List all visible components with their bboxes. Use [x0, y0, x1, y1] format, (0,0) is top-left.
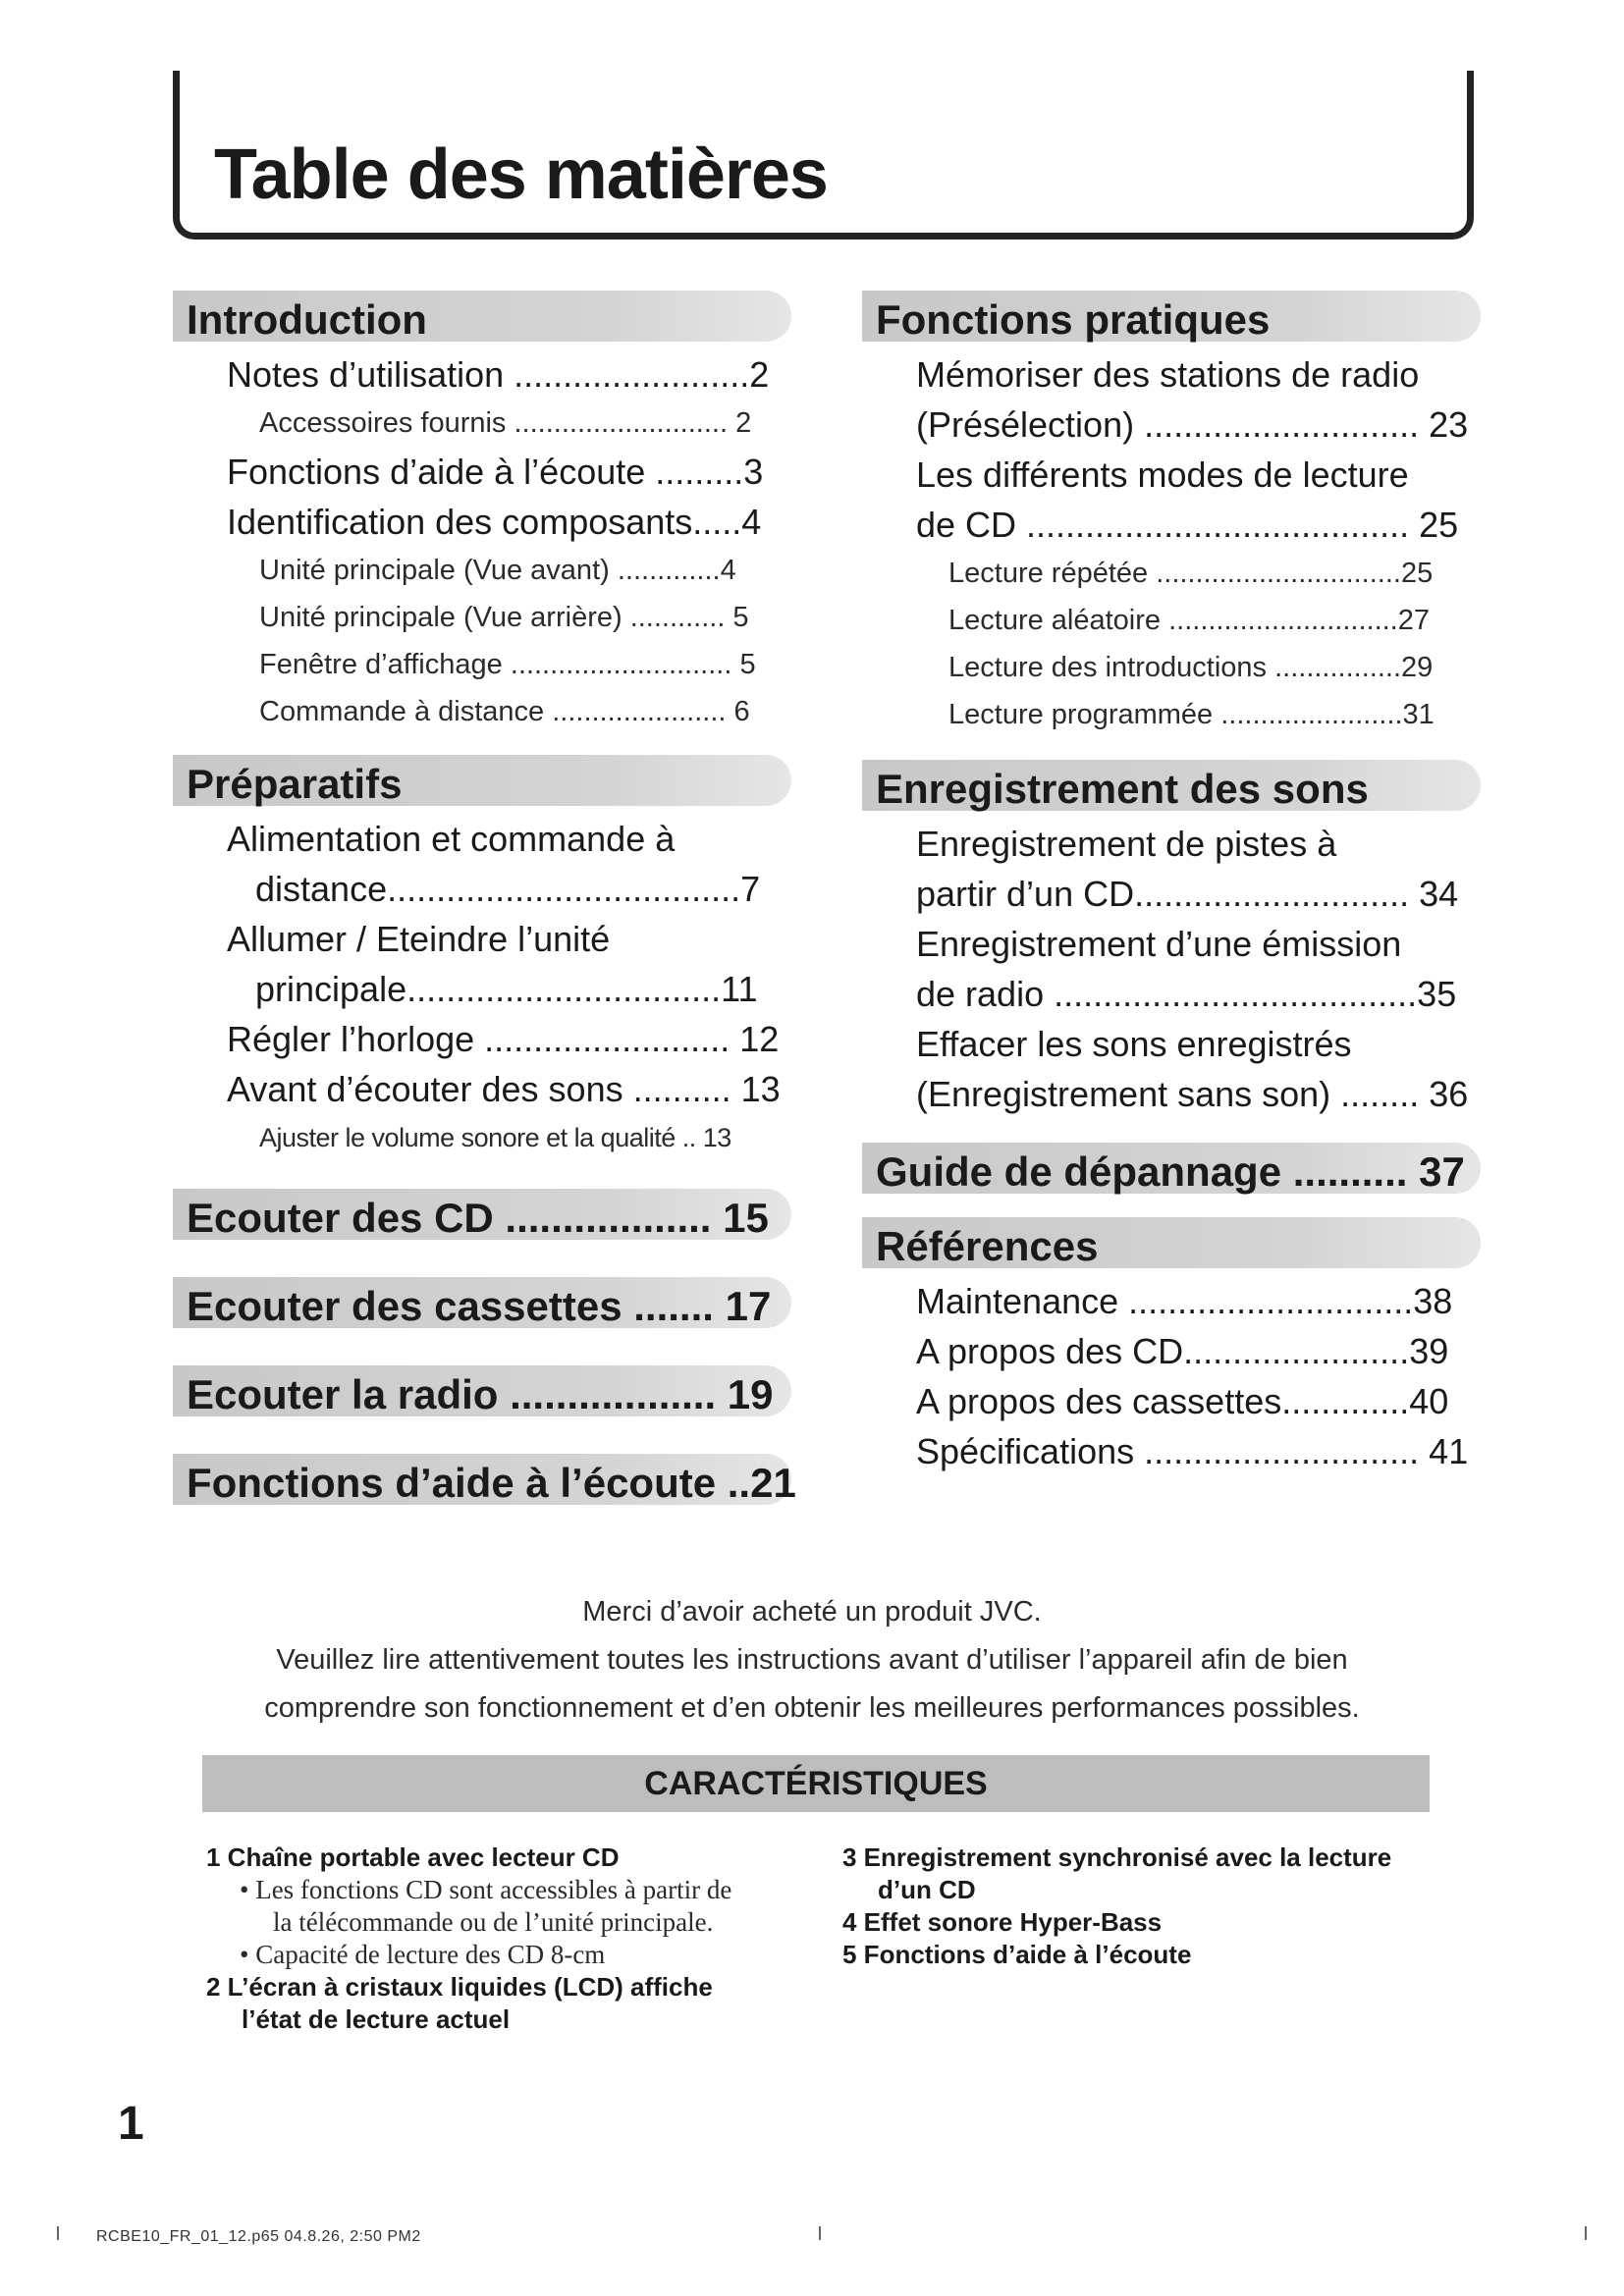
page-title: Table des matières [214, 135, 828, 214]
features-right-column [842, 1842, 1432, 1971]
footer-slug: RCBE10_FR_01_12.p65 04.8.26, 2:50 PM2 [96, 2228, 421, 2245]
toc-entry: (Présélection) ............................ 23 [916, 404, 1469, 445]
toc-entry: de CD ....................................... 25 [916, 505, 1459, 545]
feature-item: 5 Fonctions d’aide à l’écoute [842, 1940, 1192, 1969]
toc-entry: partir d’un CD............................ 34 [916, 874, 1459, 914]
toc-entry: Enregistrement de pistes à [916, 824, 1337, 864]
section-title: Ecouter la radio .................. 19 [187, 1371, 774, 1417]
intro-line: Merci d’avoir acheté un produit JVC. [582, 1596, 1042, 1628]
section-bar-preparatifs [173, 755, 791, 806]
toc-entry: Spécifications ............................ 41 [916, 1431, 1469, 1471]
section-title: Enregistrement des sons [876, 766, 1369, 812]
section-title: Fonctions pratiques [876, 296, 1271, 343]
section-entries [862, 1276, 1481, 1476]
feature-detail: • Capacité de lecture des CD 8-cm [240, 1940, 606, 1969]
toc-entry: de radio .....................................35 [916, 974, 1457, 1014]
toc-entry: Mémoriser des stations de radio [916, 354, 1420, 395]
toc-subentry: Commande à distance ...................... 6 [259, 696, 750, 727]
toc-entry: Identification des composants.....4 [227, 502, 762, 542]
features-title: CARACTÉRISTIQUES [644, 1765, 988, 1802]
feature-detail: d’un CD [878, 1875, 976, 1904]
section-bar-fonctions-aide [173, 1454, 796, 1506]
toc-entry: Maintenance .............................38 [916, 1281, 1453, 1321]
toc-subentry: Lecture des introductions ................29 [948, 652, 1434, 683]
section-bar-ecouter-radio [173, 1365, 791, 1416]
section-bar-enregistrement [862, 760, 1481, 811]
section-bar-ecouter-cassettes [173, 1277, 791, 1328]
feature-item: 2 L’écran à cristaux liquides (LCD) affiche [206, 1972, 713, 2002]
intro-line: Veuillez lire attentivement toutes les instructions avant d’utiliser l’appareil afin de bien [276, 1644, 1348, 1676]
section-title: Préparatifs [187, 761, 403, 807]
toc-subentry: Lecture aléatoire .............................27 [948, 605, 1430, 636]
toc-right-column [862, 291, 1481, 1476]
toc-left-column [173, 291, 796, 1506]
section-entries [862, 349, 1481, 738]
section-title: Ecouter des cassettes ....... 17 [187, 1283, 772, 1329]
toc-entry: Les différents modes de lecture [916, 454, 1409, 495]
features-left-column [206, 1842, 795, 2036]
section-entries [862, 819, 1481, 1119]
section-title: Fonctions d’aide à l’écoute ..21 [187, 1460, 796, 1506]
toc-entry: Avant d’écouter des sons .......... 13 [227, 1069, 781, 1109]
toc-subentry: Fenêtre d’affichage ............................ 5 [259, 649, 756, 680]
page-number: 1 [118, 2098, 144, 2150]
section-bar-fonctions-pratiques [862, 291, 1481, 342]
toc-entry: Allumer / Eteindre l’unité [227, 919, 611, 959]
toc-subentry: Ajuster le volume sonore et la qualité .. 13 [259, 1123, 731, 1152]
crop-mark [1585, 2226, 1587, 2240]
feature-detail: l’état de lecture actuel [242, 2004, 511, 2034]
print-footer [0, 2228, 1624, 2248]
features-header [202, 1755, 1430, 1812]
feature-item: 4 Effet sonore Hyper-Bass [842, 1907, 1163, 1937]
section-title: Ecouter des CD .................. 15 [187, 1195, 769, 1241]
crop-mark [57, 2226, 59, 2240]
section-bar-introduction [173, 291, 791, 342]
toc-entry: A propos des cassettes.............40 [916, 1381, 1449, 1421]
toc-subentry: Lecture répétée ...............................25 [948, 558, 1434, 589]
toc-entry: principale................................11 [255, 969, 758, 1009]
toc-entry: distance....................................7 [255, 869, 761, 909]
toc-entry: A propos des CD.......................39 [916, 1331, 1449, 1371]
section-entries [173, 349, 791, 735]
intro-text [173, 1588, 1451, 1733]
section-bar-references [862, 1217, 1481, 1268]
toc-subentry: Unité principale (Vue arrière) ............ 5 [259, 602, 749, 633]
crop-mark [819, 2226, 821, 2240]
section-bar-ecouter-cd [173, 1189, 791, 1240]
section-entries [173, 814, 791, 1161]
feature-detail: • Les fonctions CD sont accessibles à partir de [240, 1875, 732, 1904]
toc-subentry: Accessoires fournis ........................... 2 [259, 407, 752, 439]
toc-entry: (Enregistrement sans son) ........ 36 [916, 1074, 1469, 1114]
toc-entry: Régler l’horloge ......................... 12 [227, 1019, 780, 1059]
section-title: Guide de dépannage .......... 37 [876, 1148, 1465, 1195]
feature-detail: la télécommande ou de l’unité principale. [273, 1907, 714, 1937]
toc-subentry: Unité principale (Vue avant) .............4 [259, 555, 736, 586]
toc-subentry: Lecture programmée .......................31 [948, 699, 1435, 730]
feature-item: 1 Chaîne portable avec lecteur CD [206, 1842, 620, 1872]
section-title: Introduction [187, 296, 427, 343]
section-bar-guide-depannage [862, 1143, 1481, 1194]
feature-item: 3 Enregistrement synchronisé avec la lecture [842, 1842, 1392, 1872]
toc-entry: Effacer les sons enregistrés [916, 1024, 1352, 1064]
toc-entry: Fonctions d’aide à l’écoute .........3 [227, 452, 764, 492]
intro-line: comprendre son fonctionnement et d’en obtenir les meilleures performances possibles. [264, 1692, 1360, 1724]
section-title: Références [876, 1223, 1099, 1269]
toc-entry: Enregistrement d’une émission [916, 924, 1402, 964]
toc-entry: Notes d’utilisation ........................2 [227, 354, 770, 395]
toc-entry: Alimentation et commande à [227, 819, 676, 859]
